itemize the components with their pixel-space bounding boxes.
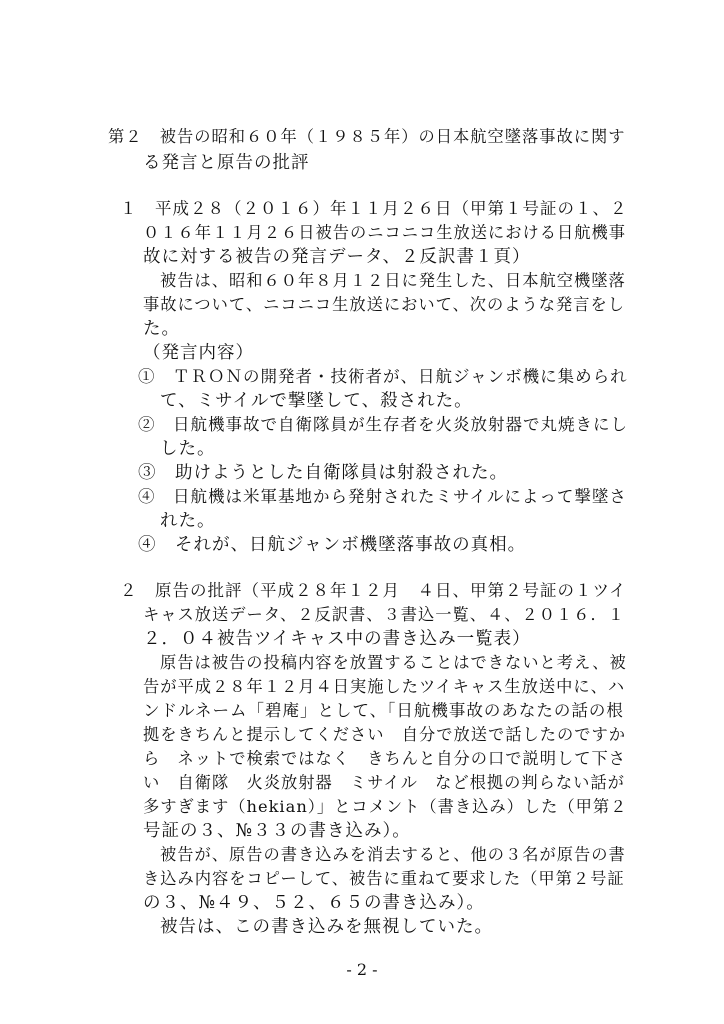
statement-item-2: ② 日航機事故で自衛隊員が生存者を火炎放射器で丸焼きにし xyxy=(138,415,628,434)
statement-item-3: ③ 助けようとした自衛隊員は射殺された。 xyxy=(138,463,508,483)
paragraph-line: ら ネットで検索ではなく きちんと自分の口で説明して下さ xyxy=(143,749,626,768)
paragraph-line: 拠をきちんと提示してください 自分で放送で話したのですか xyxy=(143,725,626,744)
paragraph-line: 告が平成２８年１２月４日実施したツイキャス生放送中に、ハ xyxy=(143,677,626,696)
section-heading-line-2: る発言と原告の批評 xyxy=(143,153,310,173)
item-2-heading-line-3: ２．０４被告ツイキャス中の書き込み一覧表） xyxy=(143,629,531,649)
statement-item-2-cont: した。 xyxy=(160,439,216,459)
statement-label: （発言内容） xyxy=(143,343,254,363)
paragraph-line: の３、№４９、５２、６５の書き込み）。 xyxy=(143,893,485,913)
paragraph-line: 被告は、昭和６０年８月１２日に発生した、日本航空機墜落 xyxy=(160,271,626,290)
item-2-heading-line-2: キャス放送データ、２反訳書、３書込一覧、４、２０１６．１ xyxy=(143,605,626,624)
paragraph-line: 多すぎます（hekian）」とコメント（書き込み）した（甲第２ xyxy=(143,797,628,816)
item-2-heading-line-1: ２ 原告の批評（平成２８年１２月 ４日、甲第２号証の１ツイ xyxy=(120,581,627,600)
paragraph-line: 原告は被告の投稿内容を放置することはできないと考え、被 xyxy=(160,653,627,672)
paragraph-line: 被告が、原告の書き込みを消去すると、他の３名が原告の書 xyxy=(160,845,626,864)
statement-item-4-cont: れた。 xyxy=(160,511,216,531)
paragraph-line: 被告は、この書き込みを無視していた。 xyxy=(160,917,493,937)
paragraph-line: 号証の３、№３３の書き込み）。 xyxy=(143,821,411,841)
page-number: - 2 - xyxy=(346,960,378,979)
item-1-heading-line-3: 故に対する被告の発言データ、２反訳書１頁） xyxy=(143,247,531,267)
statement-item-1-cont: て、ミサイルで撃墜して、殺された。 xyxy=(160,391,473,411)
item-1-heading-line-2: ０１６年１１月２６日被告のニコニコ生放送における日航機事 xyxy=(143,223,626,242)
statement-item-5: ④ それが、日航ジャンボ機墜落事故の真相。 xyxy=(138,535,527,555)
paragraph-line: ンドルネーム「碧庵」として、「日航機事故のあなたの話の根 xyxy=(143,701,624,720)
paragraph-line: い 自衛隊 火炎放射器 ミサイル など根拠の判らない話が xyxy=(143,773,625,792)
statement-item-1: ① ＴＲＯＮの開発者・技術者が、日航ジャンボ機に集められ xyxy=(138,367,628,386)
statement-item-4: ④ 日航機は米軍基地から発射されたミサイルによって撃墜さ xyxy=(138,487,627,506)
paragraph-line: き込み内容をコピーして、被告に重ねて要求した（甲第２号証 xyxy=(143,869,625,888)
paragraph-line: た。 xyxy=(143,319,180,339)
section-heading-line-1: 第２ 被告の昭和６０年（１９８５年）の日本航空墜落事故に関す xyxy=(108,127,626,146)
item-1-heading-line-1: １ 平成２８（２０１６）年１１月２６日（甲第１号証の１、２ xyxy=(120,199,628,218)
paragraph-line: 事故について、ニコニコ生放送において、次のような発言をし xyxy=(143,295,626,314)
